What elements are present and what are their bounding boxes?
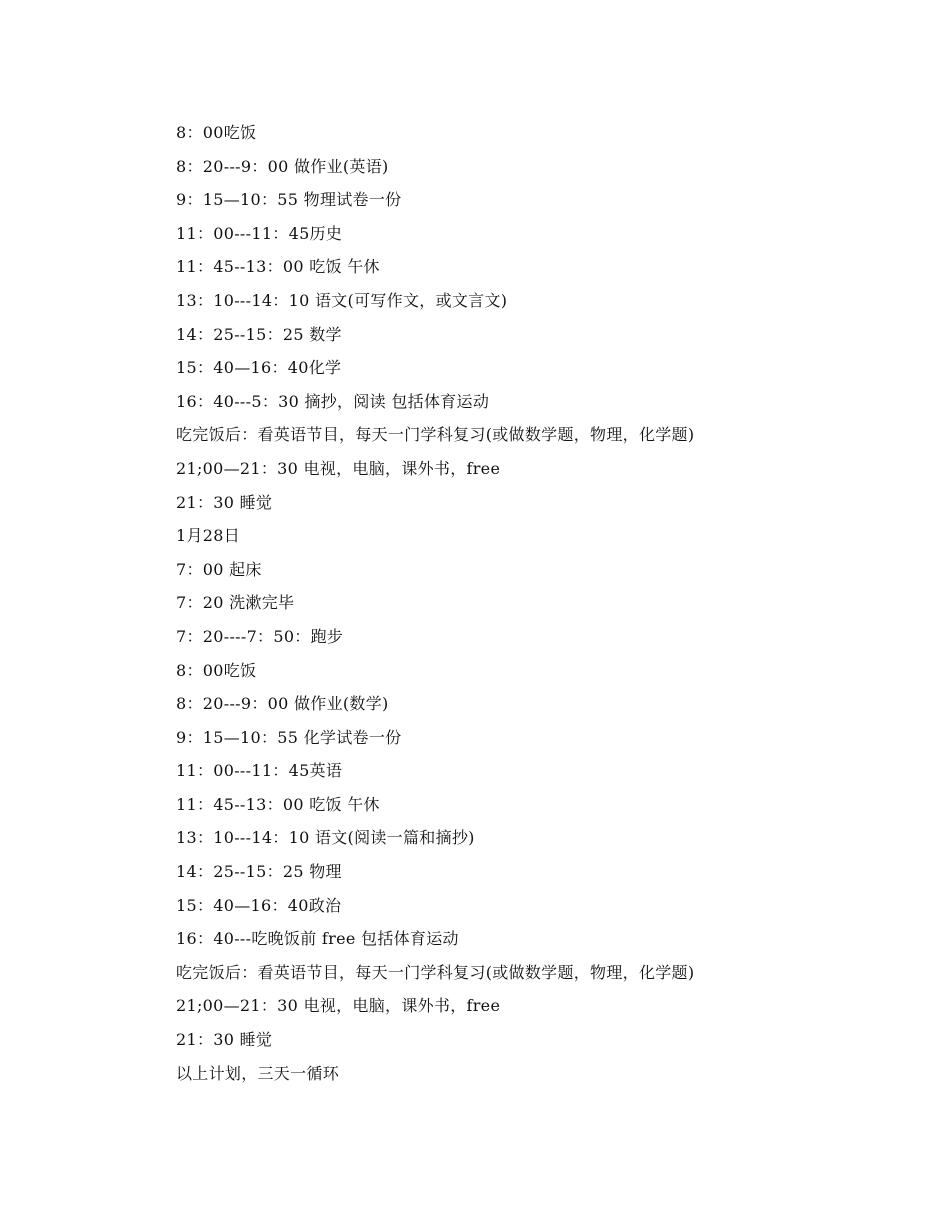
text-line: 14：25--15：25 物理 [176,862,342,882]
text-line: 8：00吃饭 [176,660,257,680]
text-line: 15：40—16：40化学 [176,358,342,378]
text-line: 11：00---11：45历史 [176,223,343,243]
text-line: 21;00—21：30 电视，电脑，课外书，free [176,996,501,1016]
text-line: 16：40---吃晚饭前 free 包括体育运动 [176,929,459,949]
text-line: 14：25--15：25 数学 [176,324,342,344]
text-line: 16：40---5：30 摘抄，阅读 包括体育运动 [176,391,490,411]
text-line: 15：40—16：40政治 [176,895,342,915]
text-line: 吃完饭后：看英语节目，每天一门学科复习(或做数学题，物理，化学题) [176,962,695,982]
text-line: 8：20---9：00 做作业(数学) [176,694,389,714]
text-line: 吃完饭后：看英语节目，每天一门学科复习(或做数学题，物理，化学题) [176,425,695,445]
text-line: 9：15—10：55 化学试卷一份 [176,727,402,747]
text-line: 9：15—10：55 物理试卷一份 [176,190,402,210]
text-line: 8：20---9：00 做作业(英语) [176,156,389,176]
date-heading: 1月28日 [176,526,241,546]
text-line: 21：30 睡觉 [176,492,273,512]
text-line: 11：45--13：00 吃饭 午休 [176,794,380,814]
text-line: 11：45--13：00 吃饭 午休 [176,257,380,277]
text-line: 7：20----7：50：跑步 [176,626,344,646]
document-body [176,116,876,1090]
text-line: 7：00 起床 [176,559,262,579]
closing-note: 以上计划，三天一循环 [176,1063,340,1083]
text-line: 21：30 睡觉 [176,1030,273,1050]
text-line: 21;00—21：30 电视，电脑，课外书，free [176,458,501,478]
text-line: 11：00---11：45英语 [176,761,343,781]
text-line: 8：00吃饭 [176,123,257,142]
text-line: 13：10---14：10 语文(阅读一篇和摘抄) [176,828,475,848]
text-line: 7：20 洗漱完毕 [176,593,295,613]
text-line: 13：10---14：10 语文(可写作文，或文言文) [176,290,508,310]
